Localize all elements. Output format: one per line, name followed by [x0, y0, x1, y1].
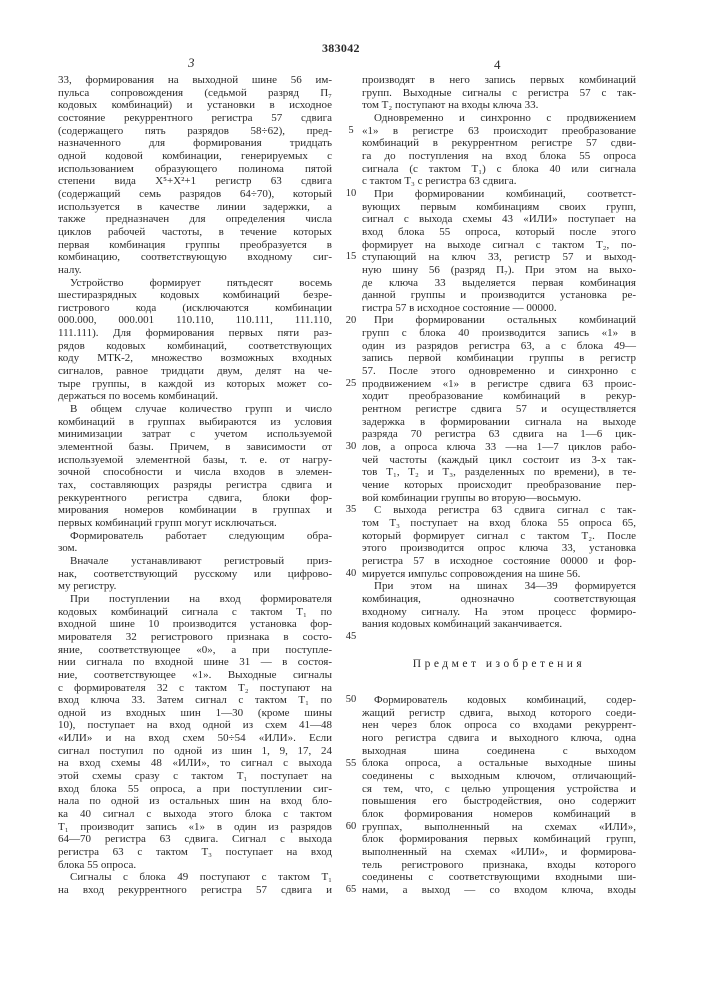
line-number: 20: [343, 315, 359, 328]
text-line: который формирует сигнал с тактом T₂. После: [362, 530, 636, 543]
text-line: этого производится опрос ключа 33, установка: [362, 542, 636, 555]
text-line: также предназначен для определения числа: [58, 213, 332, 226]
text-line: гистра 57 в исходное состояние — 00000.: [362, 302, 636, 315]
text-line: га до поступления на вход блока 55 опроса: [362, 150, 636, 163]
text-line: де ключа 33 выделяется первая комбинация: [362, 277, 636, 290]
text-line: чение которых происходит преобразование пер-: [362, 479, 636, 492]
text-line: производят в него запись первых комбинаций: [362, 74, 636, 87]
text-line: блок формирования первых комбинаций групп,: [362, 833, 636, 846]
text-line: вход блока 55 опроса, который после этого: [362, 226, 636, 239]
line-number: 10: [343, 188, 359, 201]
text-line: комбинаций в рекуррентном регистре 57 сдви-: [362, 137, 636, 150]
line-number: 55: [343, 758, 359, 771]
text-line: данной группы и производится установка ре-: [362, 289, 636, 302]
text-line: групп с блока 40 производится запись «1» в: [362, 327, 636, 340]
text-line: му регистру.: [58, 580, 332, 593]
line-number: 65: [343, 884, 359, 897]
text-line: формирует на выходе сигнал с тактом T₂, по-: [362, 239, 636, 252]
text-line: сигналов, равное тридцати двум, делят на че-: [58, 365, 332, 378]
text-line: «ИЛИ» и на вход схем 50÷54 «ИЛИ». Если: [58, 732, 332, 745]
text-line: рядов кодовых комбинаций, соответствующих: [58, 340, 332, 353]
text-line: используется в качестве линии задержки, а: [58, 201, 332, 214]
text-line: соединены с соответствующими входными ши-: [362, 871, 636, 884]
text-line: одной кодовой комбинации, генерируемых с: [58, 150, 332, 163]
text-line: входной шине 10 производится установка фор-: [58, 618, 332, 631]
text-line: ступающий на ключ 33, регистр 57 и выход-: [362, 251, 636, 264]
text-line: разряда 70 регистра 63 сдвига на 1—6 цик-: [362, 428, 636, 441]
text-line: зочной способности и числа входов в элемен-: [58, 466, 332, 479]
line-number: 35: [343, 504, 359, 517]
text-line: запись первой комбинации группы в регистр: [362, 352, 636, 365]
text-line: мирования номеров комбинации в группах и: [58, 504, 332, 517]
text-line: одной из входных шин 1—30 (кроме шины: [58, 707, 332, 720]
text-line: Одновременно и синхронно с продвижением: [362, 112, 636, 125]
line-number: 5: [343, 125, 359, 138]
text-line: с формирователя 32 с тактом T₂ поступают на: [58, 682, 332, 695]
text-line: При поступлении на вход формирователя: [58, 593, 332, 606]
text-line: вующих первым комбинациям своих групп,: [362, 201, 636, 214]
text-line: нами, а выход — со входом ключа, входы: [362, 884, 636, 897]
text-line: этой схемы сразу с тактом T₁ поступает на: [58, 770, 332, 783]
text-line: блока 55 опроса.: [58, 859, 332, 872]
text-line: «1» в регистре 63 происходит преобразование: [362, 125, 636, 138]
text-line: продвижением «1» в регистре сдвига 63 проис-: [362, 378, 636, 391]
text-line: соединены с выходным ключом, отличающий-: [362, 770, 636, 783]
page-number-right: 4: [494, 57, 501, 73]
text-line: 10), поступает на вход одной из схем 41—48: [58, 719, 332, 732]
text-line: вход блока 55 опроса, а при поступлении сиг-: [58, 783, 332, 796]
text-line: (содержащий семь разрядов 64÷70), который: [58, 188, 332, 201]
left-text-column: [58, 74, 332, 897]
text-line: ную шину 56 (разряд П₇). При этом на выхо-: [362, 264, 636, 277]
text-line: элементной базы. Причем, в зависимости от: [58, 441, 332, 454]
text-line: мирователя 32 регистрового признака в состо-: [58, 631, 332, 644]
line-number: 45: [343, 631, 359, 644]
text-line: Сигналы с блока 49 поступают с тактом T₁: [58, 871, 332, 884]
text-line: 111.111). Для формирования первых пяти раз-: [58, 327, 332, 340]
text-line: мируется импульс сопровождения на шине 56.: [362, 568, 636, 581]
text-line: коду МТК-2, множество возможных входных: [58, 352, 332, 365]
text-line: выполненный на схемах «ИЛИ», и формирова-: [362, 846, 636, 859]
text-line: блок формирования номеров комбинаций в: [362, 808, 636, 821]
text-line: ние, соответствующее «1». Выходные сигналы: [58, 669, 332, 682]
text-line: чей частоты (каждый цикл состоит из 3-х так-: [362, 454, 636, 467]
text-line: При формировании комбинаций, соответст-: [362, 188, 636, 201]
text-line: комбинация, однозначно соответствующая: [362, 593, 636, 606]
text-line: нен через блок опроса со входами рекуррент-: [362, 719, 636, 732]
text-line: том T₃ поступает на вход блока 55 опроса 65,: [362, 517, 636, 530]
text-line: сигнал с выхода схемы 43 «ИЛИ» поступает на: [362, 213, 636, 226]
text-line: групп. Выходные сигналы с регистра 57 с так-: [362, 87, 636, 100]
claim-text: [362, 694, 636, 897]
text-line: лов, а опроса ключа 33 —на 1—7 циклов рабо-: [362, 441, 636, 454]
line-number: 50: [343, 694, 359, 707]
text-line: тыре группы, в каждой из которых может со-: [58, 378, 332, 391]
text-line: реккурентного регистра сдвига, блоки фор-: [58, 492, 332, 505]
text-line: комбинацию, соответствующую входному сиг-: [58, 251, 332, 264]
text-line: сигнала (с тактом T₁) с блока 40 или сигнала: [362, 163, 636, 176]
text-line: 33, формирования на выходной шине 56 им-: [58, 74, 332, 87]
text-line: ного регистра сдвига и выходного ключа, одна: [362, 732, 636, 745]
right-text-column: [362, 74, 636, 631]
text-line: на вход рекуррентного регистра 57 сдвига и: [58, 884, 332, 897]
text-line: держаться по восемь комбинаций.: [58, 390, 332, 403]
text-line: тах, составляющих разряды регистра сдвига и: [58, 479, 332, 492]
text-line: гистрового кода (исключаются комбинации: [58, 302, 332, 315]
text-line: зом.: [58, 542, 332, 555]
line-number: 25: [343, 378, 359, 391]
text-line: задержка в формировании сигнала на выходе: [362, 416, 636, 429]
text-line: циклов рабочей частоты, в течение которых: [58, 226, 332, 239]
text-line: минимизации затрат с учетом используемой: [58, 428, 332, 441]
text-line: жащий регистр сдвига, выход которого соеди-: [362, 707, 636, 720]
text-line: нии сигнала по входной шине 31 — в состоя-: [58, 656, 332, 669]
text-line: том T₂ поступают на входы ключа 33.: [362, 99, 636, 112]
text-line: С выхода регистра 63 сдвига сигнал с так-: [362, 504, 636, 517]
text-line: вход ключа 33. Затем сигнал с тактом T₁ по: [58, 694, 332, 707]
text-line: шестиразрядных кодовых комбинаций безре-: [58, 289, 332, 302]
text-line: T₁ производит запись «1» в один из разрядов: [58, 821, 332, 834]
line-number: 60: [343, 821, 359, 834]
text-line: 57. После этого одновременно и синхронно с: [362, 365, 636, 378]
text-line: При формировании остальных комбинаций: [362, 314, 636, 327]
text-line: тель регистрового признака, входы которого: [362, 859, 636, 872]
text-line: пульса сопровождения (седьмой разряд П₇: [58, 87, 332, 100]
text-line: кодовых комбинаций) и установки в исходное: [58, 99, 332, 112]
text-line: один из разрядов регистра 63, а с блока 49—: [362, 340, 636, 353]
line-number: 40: [343, 568, 359, 581]
text-line: регистра 57 в исходное состояние 00000 и фор-: [362, 555, 636, 568]
text-line: Формирователь работает следующим обра-: [58, 530, 332, 543]
text-line: ка 40 сигнал с выхода этого блока с тактом: [58, 808, 332, 821]
text-line: состояние рекуррентного регистра 57 сдвига: [58, 112, 332, 125]
page-number-left: 3: [188, 55, 195, 71]
text-line: нак, соответствующий русскому или цифрово-: [58, 568, 332, 581]
text-line: комбинаций в группах выбираются из условия: [58, 416, 332, 429]
text-line: Формирователь кодовых комбинаций, содер-: [362, 694, 636, 707]
text-line: выходная шина соединена с выходом: [362, 745, 636, 758]
text-line: кодовых комбинаций сигнала с тактом T₁ по: [58, 606, 332, 619]
text-line: нала по одной из остальных шин на вход бло-: [58, 795, 332, 808]
text-line: ся тем, что, с целью упрощения устройства и: [362, 783, 636, 796]
text-line: первых комбинаций групп могут исключаться.: [58, 517, 332, 530]
line-number: 30: [343, 441, 359, 454]
text-line: назначенного для формирования тридцать: [58, 137, 332, 150]
text-line: вания кодовых комбинаций заканчивается.: [362, 618, 636, 631]
line-number: 15: [343, 251, 359, 264]
text-line: на вход схемы 48 «ИЛИ», то сигнал с выхода: [58, 757, 332, 770]
text-line: степени вида X⁵+X²+1 регистр 63 сдвига: [58, 175, 332, 188]
claim-heading: Предмет изобретения: [362, 658, 636, 670]
text-line: первая комбинация группы преобразуется в: [58, 239, 332, 252]
patent-number: 383042: [322, 41, 360, 56]
text-line: тов T₁, T₂ и T₃, разделенных по времени), в те-: [362, 466, 636, 479]
text-line: сигнал поступил по одной из шин 1, 9, 17, 24: [58, 745, 332, 758]
text-line: яние, соответствующее «0», а при поступле-: [58, 644, 332, 657]
text-line: 64—70 регистра 63 сдвига. Сигнал с выхода: [58, 833, 332, 846]
text-line: использованием образующего полинома пятой: [58, 163, 332, 176]
text-line: При этом на шинах 34—39 формируется: [362, 580, 636, 593]
text-line: (содержащего пять разрядов 58÷62), пред-: [58, 125, 332, 138]
text-line: налу.: [58, 264, 332, 277]
text-line: Устройство формирует пятьдесят восемь: [58, 277, 332, 290]
text-line: В общем случае количество групп и число: [58, 403, 332, 416]
text-line: группах, выполненный на схемах «ИЛИ»,: [362, 821, 636, 834]
text-line: блока опроса, а остальные выходные шины: [362, 757, 636, 770]
text-line: рентном регистре сдвига 57 и осуществляется: [362, 403, 636, 416]
text-line: с тактом T₃ с регистра 63 сдвига.: [362, 175, 636, 188]
text-line: входному сигналу. На этом процесс формиро-: [362, 606, 636, 619]
text-line: вой комбинации группы во вторую—восьмую.: [362, 492, 636, 505]
text-line: регистра 63 с тактом T₃ поступает на вход: [58, 846, 332, 859]
text-line: повышения его быстродействия, оно содержит: [362, 795, 636, 808]
text-line: используемой элементной базы, т. е. от нагру-: [58, 454, 332, 467]
text-line: ходит преобразование комбинаций в рекур-: [362, 390, 636, 403]
text-line: 000.000, 000.001 110.110, 110.111, 111.110,: [58, 314, 332, 327]
text-line: Вначале устанавливают регистровый приз-: [58, 555, 332, 568]
